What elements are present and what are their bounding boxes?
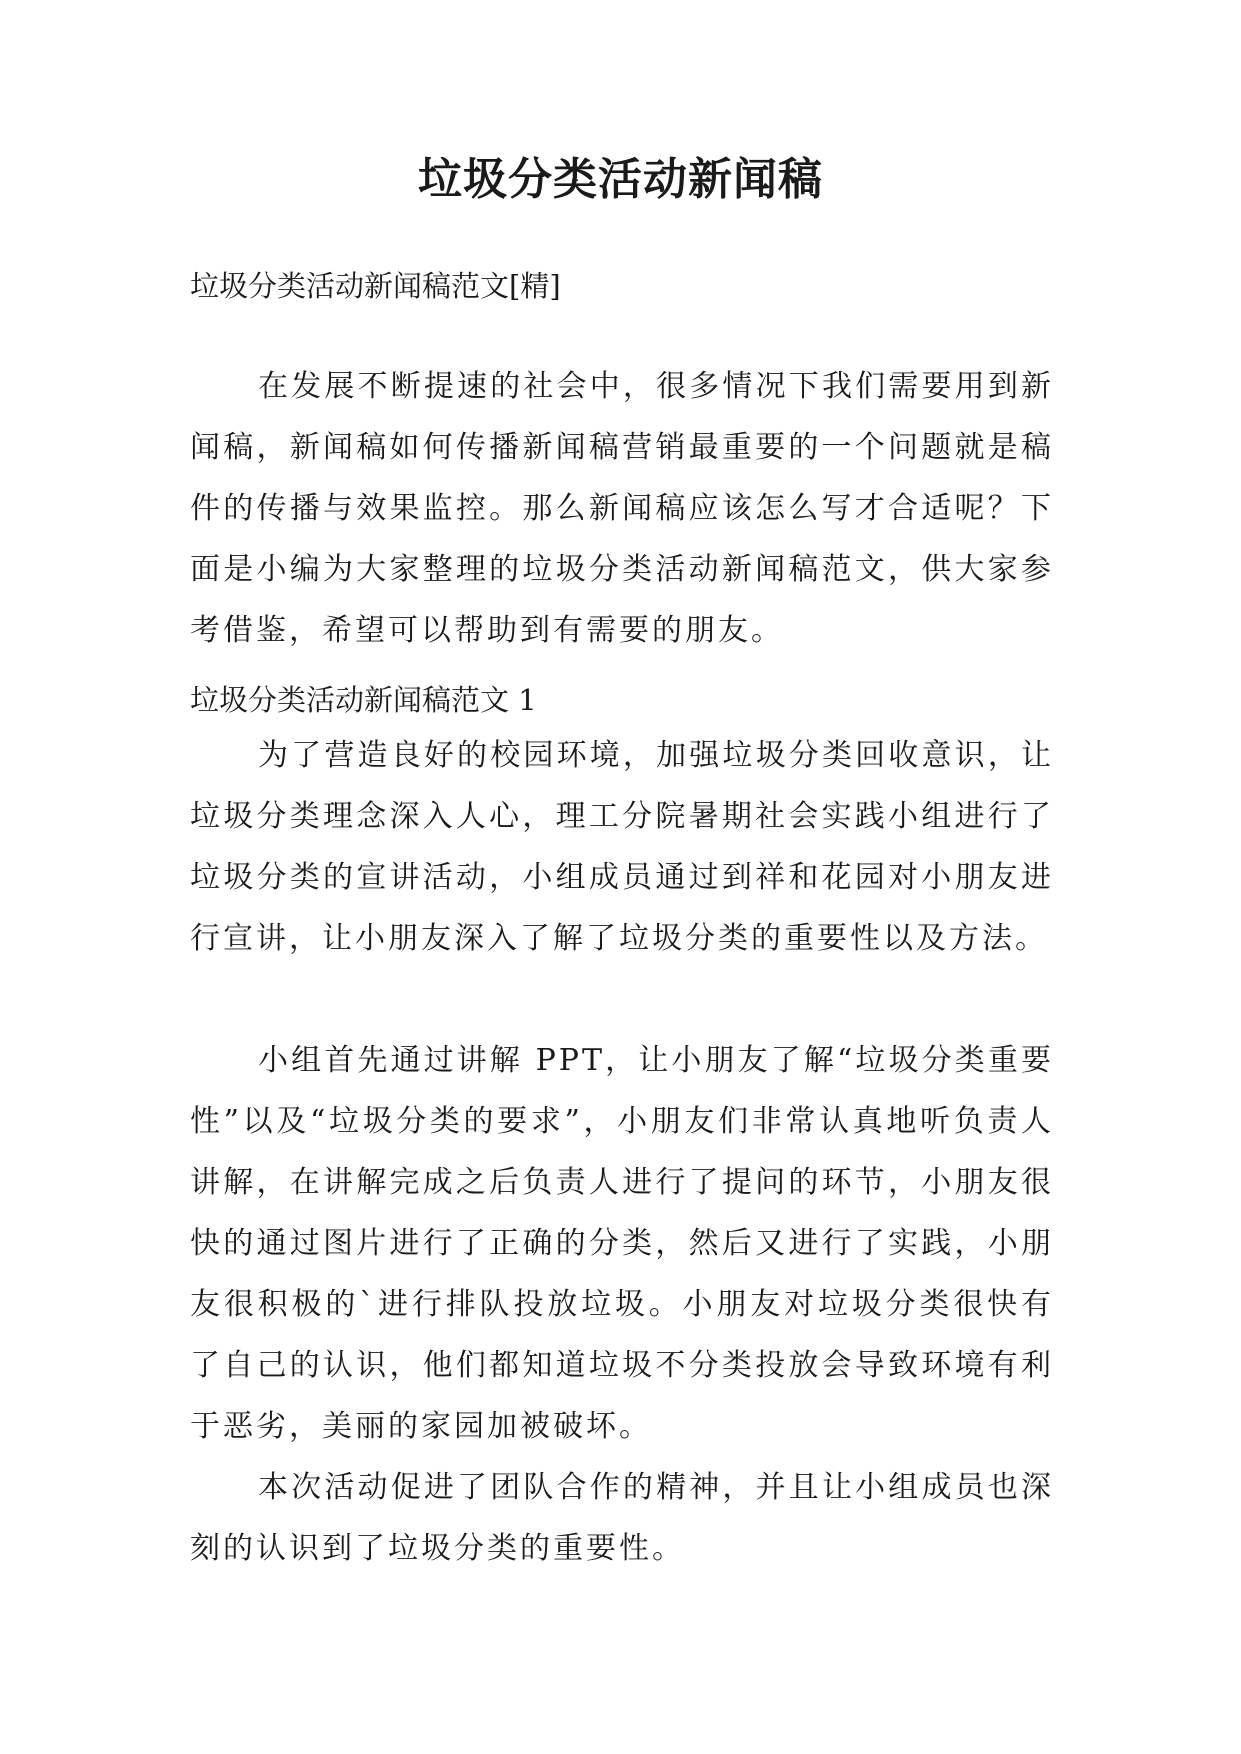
section-heading: 垃圾分类活动新闻稿范文 1 bbox=[190, 683, 537, 717]
document-title: 垃圾分类活动新闻稿 bbox=[418, 154, 823, 205]
body-paragraph-2: 小组首先通过讲解 PPT，让小朋友了解“垃圾分类重要性”以及“垃圾分类的要求”，小朋友们非常认真地听负责人讲解，在讲解完成之后负责人进行了提问的环节，小朋友很快的通过图片进行了正确的分类，然后又进行了实践，小朋友很积极的`进行排队投放垃圾。小朋友对垃圾分类很快有了自己的认识，他们都知道垃圾不分类投放会导致环境有利于恶劣，美丽的家园加被破坏。 bbox=[190, 1043, 1054, 1444]
intro-paragraph: 在发展不断提速的社会中，很多情况下我们需要用到新闻稿，新闻稿如何传播新闻稿营销最重要的一个问题就是稿件的传播与效果监控。那么新闻稿应该怎么写才合适呢？下面是小编为大家整理的垃圾分类活动新闻稿范文，供大家参考借鉴，希望可以帮助到有需要的朋友。 bbox=[190, 369, 1054, 648]
body-paragraph-3: 本次活动促进了团队合作的精神，并且让小组成员也深刻的认识到了垃圾分类的重要性。 bbox=[190, 1470, 1054, 1566]
document-subtitle: 垃圾分类活动新闻稿范文[精] bbox=[190, 269, 561, 303]
body-paragraph-1: 为了营造良好的校园环境，加强垃圾分类回收意识，让垃圾分类理念深入人心，理工分院暑期社会实践小组进行了垃圾分类的宣讲活动，小组成员通过到祥和花园对小朋友进行宣讲，让小朋友深入了解了垃圾分类的重要性以及方法。 bbox=[190, 738, 1054, 956]
